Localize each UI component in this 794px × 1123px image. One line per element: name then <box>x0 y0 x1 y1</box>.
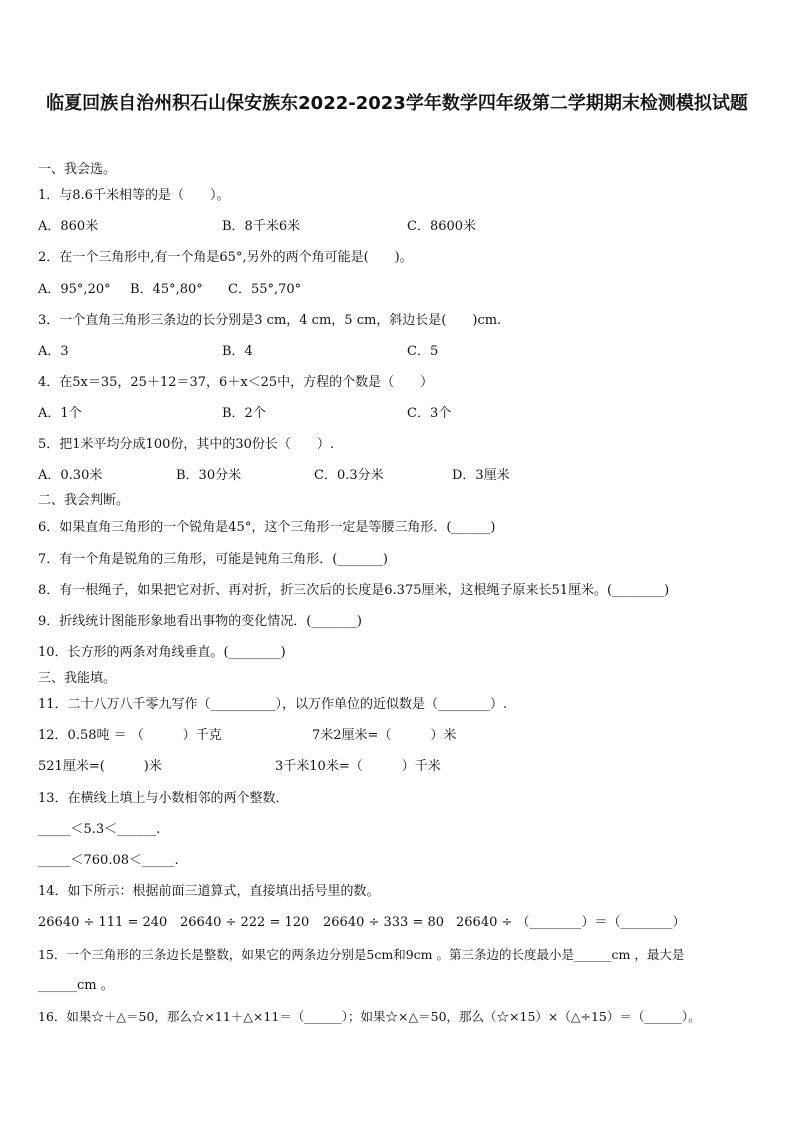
q1-option-c: C．8600米 <box>407 219 477 234</box>
question-14-equation-4: 26640 ÷ （________）＝（________） <box>456 915 686 930</box>
page-title: 临夏回族自治州积石山保安族东2022-2023学年数学四年级第二学期期末检测模拟试题 <box>46 93 748 114</box>
question-3: 3．一个直角三角形三条边的长分别是3 cm，4 cm，5 cm，斜边长是( )cm. <box>38 313 502 328</box>
q5-option-b: B．30分米 <box>176 468 242 483</box>
q1-option-a: A．860米 <box>38 219 99 234</box>
question-12-part-b: 7米2厘米=（ ）米 <box>312 728 457 743</box>
question-1: 1．与8.6千米相等的是（ ）。 <box>38 188 230 203</box>
q5-option-c: C．0.3分米 <box>314 468 384 483</box>
question-15-line-2: ______cm 。 <box>38 978 114 993</box>
section-heading-choice: 一、我会选。 <box>38 162 117 177</box>
q4-option-b: B．2个 <box>222 406 266 421</box>
question-8: 8．有一根绳子，如果把它对折、再对折，折三次后的长度是6.375厘米，这根绳子原来长51厘米。(________) <box>38 583 670 598</box>
question-7: 7．有一个角是锐角的三角形，可能是钝角三角形．(_______) <box>38 552 388 567</box>
question-12-part-a: 12．0.58吨 ＝ （ ）千克 <box>38 728 222 743</box>
question-9: 9．折线统计图能形象地看出事物的变化情况．(_______) <box>38 614 362 629</box>
question-5: 5．把1米平均分成100份，其中的30份长（ ）. <box>38 437 335 452</box>
question-13: 13．在横线上填上与小数相邻的两个整数． <box>38 791 289 806</box>
q4-option-a: A．1个 <box>38 406 82 421</box>
question-12-part-c: 521厘米=( )米 <box>38 759 162 774</box>
q2-option-a: A．95°,20° <box>38 282 111 297</box>
section-heading-fill: 三、我能填。 <box>38 671 117 686</box>
question-14-equation-1: 26640 ÷ 111 = 240 <box>38 915 168 930</box>
q3-option-a: A．3 <box>38 344 69 359</box>
question-13-line-2: _____＜760.08＜_____. <box>38 853 179 868</box>
question-12-part-d: 3千米10米=（ ）千米 <box>275 759 441 774</box>
section-heading-judge: 二、我会判断。 <box>38 493 130 508</box>
q4-option-c: C．3个 <box>407 406 452 421</box>
question-15-line-1: 15．一个三角形的三条边长是整数，如果它的两条边分别是5cm和9cm 。第三条边的长度最小是______cm ，最大是 <box>38 947 685 962</box>
question-13-line-1: _____＜5.3＜______. <box>38 822 161 837</box>
q1-option-b: B．8千米6米 <box>222 219 301 234</box>
q2-option-b: B．45°,80° <box>130 282 203 297</box>
question-6: 6．如果直角三角形的一个锐角是45°，这个三角形一定是等腰三角形．(______) <box>38 520 496 535</box>
question-10: 10．长方形的两条对角线垂直。(________) <box>38 645 286 660</box>
question-14-equation-3: 26640 ÷ 333 = 80 <box>323 915 445 930</box>
question-14: 14．如下所示：根据前面三道算式，直接填出括号里的数。 <box>38 884 380 899</box>
q3-option-c: C．5 <box>407 344 439 359</box>
question-4: 4．在5x＝35，25＋12＝37，6＋x＜25中，方程的个数是（ ） <box>38 375 434 390</box>
q3-option-b: B．4 <box>222 344 253 359</box>
question-14-equation-2: 26640 ÷ 222 = 120 <box>180 915 310 930</box>
q5-option-d: D．3厘米 <box>452 468 510 483</box>
q2-option-c: C．55°,70° <box>228 282 302 297</box>
q5-option-a: A．0.30米 <box>38 468 103 483</box>
question-16: 16．如果☆＋△＝50，那么☆×11＋△×11＝（______）；如果☆×△＝50，那么（☆×15）×（△÷15）＝（______）。 <box>38 1009 701 1024</box>
question-11: 11．二十八万八千零九写作（__________），以万作单位的近似数是（________）. <box>38 697 508 712</box>
question-2: 2．在一个三角形中,有一个角是65°,另外的两个角可能是( )。 <box>38 250 413 265</box>
